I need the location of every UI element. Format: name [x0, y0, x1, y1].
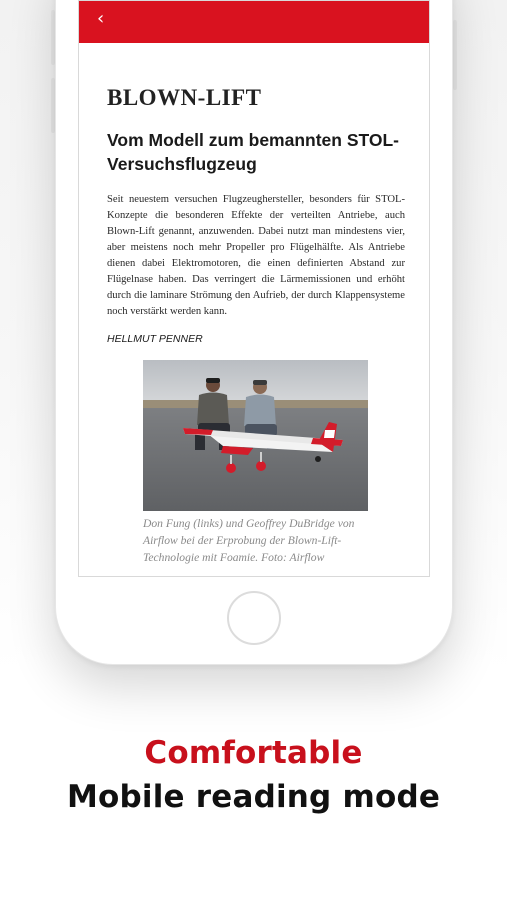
- promo-text: [0, 731, 507, 819]
- article-headline: Vom Modell zum bemannten STOL-Versuchsflugzeug: [107, 130, 400, 174]
- photo-illustration: [143, 360, 368, 511]
- promo-subheadline: Mobile reading mode: [66, 779, 441, 815]
- photo-caption: Don Fung (links) und Geoffrey DuBridge von Airflow bei der Erprobung der Blown-Lift-Technologie mit Foamie. Foto: Airflow: [143, 517, 355, 564]
- article-kicker: BLOWN-LIFT: [107, 85, 262, 110]
- article-photo[interactable]: [143, 360, 368, 511]
- app-bar: [79, 1, 429, 43]
- article: [107, 43, 405, 566]
- chevron-left-icon[interactable]: ‹: [97, 8, 105, 29]
- article-author: HELLMUT PENNER: [107, 333, 203, 345]
- promo-headline: Comfortable: [144, 735, 363, 771]
- power-button: [453, 20, 457, 90]
- phone-screen: [78, 0, 430, 577]
- article-body: Seit neuestem versuchen Flugzeughersteller, besonders für STOL-Konzepte die besonderen Effekte der verteilten Antriebe, auch Blown-Lift genannt, anzuwenden. Dabei nutzt man mindestens vier, aber meistens noch mehr Propeller pro Flügelhälfte. Als Antriebe dienen dabei Elektromotoren, die einen definierten Abstand zur Flügelnase haben. Das verringert die Lärmemissionen und erhöht durch die laminare Strömung den Aufrieb, der durch Klappensysteme noch verstärkt werden kann.: [107, 194, 405, 317]
- home-button[interactable]: [227, 591, 281, 645]
